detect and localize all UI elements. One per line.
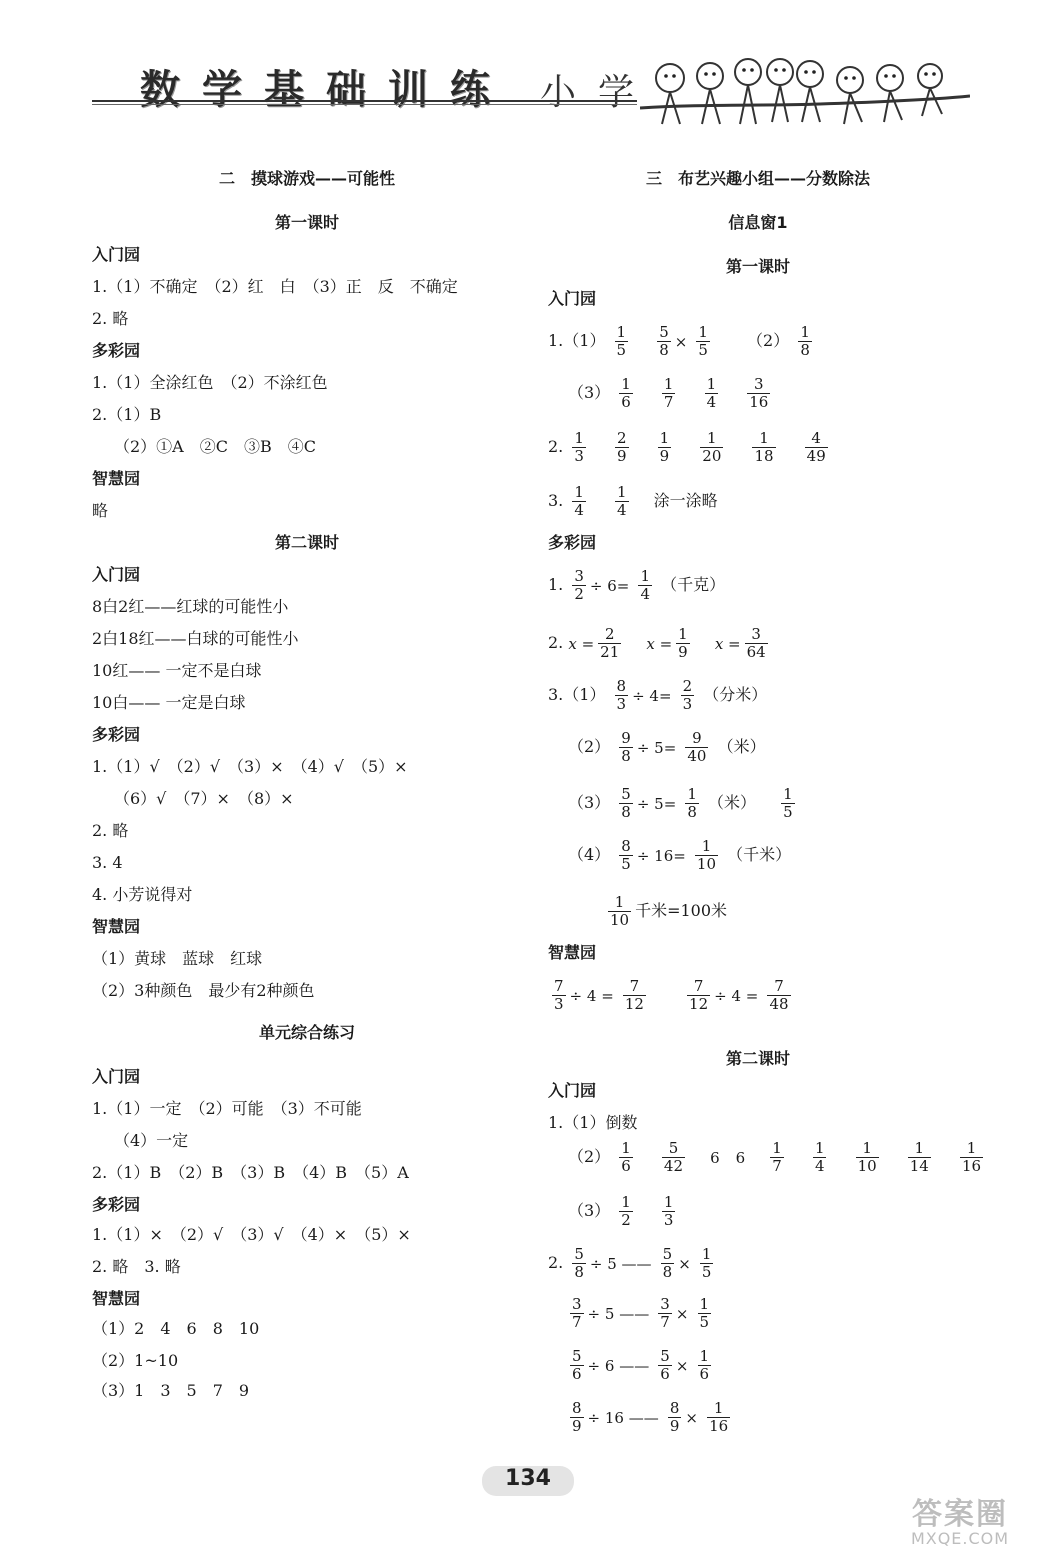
answer-line: 1.（1）√ （2）√ （3）× （4）√ （5）× <box>92 757 408 776</box>
answer-line: 8白2红——红球的可能性小 <box>92 597 289 616</box>
answer-line: $\frac{7}{3}$ ÷ 4 = $\frac{7}{12}$ $\frac{7}{12}$ ÷ 4 = $\frac{7}{48}$ <box>554 977 789 1013</box>
answer-line: 1.（1）全涂红色 （2）不涂红色 <box>92 373 328 392</box>
fraction: $\frac{1}{4}$ <box>706 375 717 411</box>
answer-line: （2） $\frac{1}{6}$ $\frac{5}{42}$ 6 6 $\frac{1}{7}$ $\frac{1}{4}$ $\frac{1}{10}$ $\frac{1}{14}$ $\frac{1}{16}$ <box>568 1139 982 1175</box>
fraction: $\frac{5}{8}$ <box>621 785 631 821</box>
book-title: 数学基础训练 <box>140 67 512 113</box>
unit-label: （分米） <box>703 685 768 704</box>
window-title: 信息窗1 <box>728 213 788 232</box>
answer-line: 略 <box>92 501 109 520</box>
answer-line: $\frac{3}{7}$ ÷ 5 —— $\frac{3}{7}$ × $\frac{1}{5}$ <box>572 1295 710 1331</box>
watermark-url: MXQE.COM <box>910 1529 1010 1548</box>
heading-duocai: 多彩园 <box>92 1195 141 1214</box>
unit-label: （米） <box>717 737 766 756</box>
answer-line: 1.（1）× （2）√ （3）√ （4）× （5）× <box>92 1225 411 1244</box>
unit-title: 单元综合练习 <box>258 1023 355 1042</box>
answer-line: 4. 小芳说得对 <box>92 885 193 904</box>
question-number: （2） <box>568 1147 611 1166</box>
fraction: $\frac{3}{64}$ <box>746 625 766 661</box>
answer-line: 1.（1）一定 （2）可能 （3）不可能 <box>92 1099 362 1118</box>
header-rule-thin <box>92 104 637 105</box>
fraction: $\frac{1}{7}$ <box>663 375 674 411</box>
header-rule <box>92 100 637 102</box>
answer-line: 1.（1）倒数 <box>548 1113 638 1132</box>
fraction: $\frac{1}{4}$ <box>814 1139 825 1175</box>
section-title: 二 摸球游戏——可能性 <box>218 169 395 188</box>
heading-zhihui: 智慧园 <box>92 917 141 936</box>
answer-line: 2. 略 3. 略 <box>92 1257 181 1276</box>
answer-line: $\frac{8}{9}$ ÷ 16 —— $\frac{8}{9}$ × $\frac{1}{16}$ <box>572 1399 729 1435</box>
heading-zhihui: 智慧园 <box>92 1289 141 1308</box>
fraction: $\frac{8}{3}$ <box>616 677 627 713</box>
fraction: $\frac{1}{4}$ <box>617 483 627 519</box>
page-header <box>0 0 1041 150</box>
answer-line <box>548 430 832 465</box>
fraction: $\frac{4}{49}$ <box>806 429 826 465</box>
fraction: $\frac{1}{4}$ <box>574 483 584 519</box>
answer-line: 2.（1）B <box>92 405 162 424</box>
answer-line <box>568 1194 679 1229</box>
fraction: $\frac{5}{42}$ <box>663 1139 684 1175</box>
unit-label: （千米） <box>727 845 792 864</box>
fraction: $\frac{1}{5}$ <box>698 323 708 359</box>
fraction: $\frac{5}{6}$ <box>572 1347 582 1383</box>
fraction: $\frac{9}{40}$ <box>687 729 707 765</box>
conversion-text: 千米=100米 <box>635 901 728 920</box>
fraction: $\frac{1}{9}$ <box>659 429 670 465</box>
lesson-title: 第二课时 <box>274 533 339 552</box>
fraction: $\frac{8}{9}$ <box>572 1399 582 1435</box>
lesson-title: 第二课时 <box>725 1049 790 1068</box>
fraction: $\frac{1}{16}$ <box>709 1399 729 1435</box>
fraction: $\frac{1}{5}$ <box>616 323 627 359</box>
lesson-title: 第一课时 <box>725 257 790 276</box>
answer-line: 3.（1） $\frac{8}{3}$ ÷ 4= $\frac{2}{3}$ （分米） <box>548 677 768 713</box>
heading-duocai: 多彩园 <box>92 725 141 744</box>
answer-line: 2白18红——白球的可能性小 <box>92 629 299 648</box>
fraction: $\frac{3}{7}$ <box>660 1295 670 1331</box>
fraction: $\frac{3}{16}$ <box>749 375 769 411</box>
question-number: （3） <box>568 383 611 402</box>
answer-line: （2）3种颜色 最少有2种颜色 <box>92 981 315 1000</box>
fraction: $\frac{1}{3}$ <box>663 1193 674 1229</box>
fraction: $\frac{1}{6}$ <box>621 1139 631 1175</box>
answer-line: 3. 4 <box>92 853 123 872</box>
book-level: 小学 <box>540 72 657 113</box>
question-number: 2. <box>548 1253 564 1272</box>
fraction: $\frac{5}{8}$ <box>662 1245 673 1281</box>
answer-line <box>568 376 774 411</box>
lesson-title: 第一课时 <box>274 213 339 232</box>
answer-line: 2. x = $\frac{2}{21}$ x = $\frac{1}{9}$ x = $\frac{3}{64}$ <box>548 625 766 661</box>
page-number: 134 <box>505 1466 551 1491</box>
fraction: $\frac{1}{18}$ <box>754 429 774 465</box>
question-number: 1. <box>548 575 564 594</box>
watermark-text: 答案圈 <box>912 1497 1008 1532</box>
fraction: $\frac{1}{7}$ <box>772 1139 782 1175</box>
answer-line: 2. $\frac{5}{8}$ ÷ 5 —— $\frac{5}{8}$ × $\frac{1}{5}$ <box>548 1245 712 1281</box>
fraction: $\frac{7}{3}$ <box>554 977 564 1013</box>
fraction: $\frac{1}{3}$ <box>574 429 584 465</box>
answer-line <box>604 894 727 929</box>
fraction: $\frac{3}{2}$ <box>574 567 584 603</box>
heading-rumen: 入门园 <box>92 1067 141 1086</box>
heading-rumen: 入门园 <box>92 565 141 584</box>
heading-rumen: 入门园 <box>548 289 597 308</box>
question-number: （3） <box>568 793 611 812</box>
answer-line: （1）2 4 6 8 10 <box>92 1319 260 1338</box>
answer-line: （4） $\frac{8}{5}$ ÷ 16= $\frac{1}{10}$ （千米） <box>568 837 792 873</box>
answer-line: 10白—— 一定是白球 <box>92 693 246 712</box>
question-number: 3.（1） <box>548 685 606 704</box>
question-number: 3. <box>548 491 564 510</box>
fraction: $\frac{1}{16}$ <box>961 1139 982 1175</box>
section-title: 三 布艺兴趣小组——分数除法 <box>645 169 870 188</box>
fraction: $\frac{1}{4}$ <box>640 567 650 603</box>
fraction: $\frac{1}{10}$ <box>610 893 630 929</box>
question-number: （4） <box>568 845 611 864</box>
fraction: $\frac{1}{2}$ <box>621 1193 631 1229</box>
heading-duocai: 多彩园 <box>548 533 597 552</box>
answer-line: 2. 略 <box>92 821 129 840</box>
fraction: $\frac{9}{8}$ <box>621 729 631 765</box>
answer-line: （6）√ （7）× （8）× <box>114 789 294 808</box>
fraction: $\frac{1}{6}$ <box>621 375 631 411</box>
answer-line: 1.（1） $\frac{1}{5}$ $\frac{5}{8}$ × $\frac{1}{5}$ （2） $\frac{1}{8}$ <box>548 323 810 359</box>
question-number: 1.（1） <box>548 331 606 350</box>
answer-line: （2）①A ②C ③B ④C <box>114 437 316 456</box>
answer-line: （4）一定 <box>114 1131 189 1150</box>
fraction: $\frac{2}{9}$ <box>617 429 627 465</box>
heading-duocai: 多彩园 <box>92 341 141 360</box>
answer-line: 1.（1）不确定 （2）红 白 （3）正 反 不确定 <box>92 277 458 296</box>
answer-line: （2） $\frac{9}{8}$ ÷ 5= $\frac{9}{40}$ （米） <box>568 729 766 765</box>
answer-line: （3） $\frac{5}{8}$ ÷ 5= $\frac{1}{8}$ （米） $\frac{1}{5}$ <box>568 785 793 821</box>
heading-rumen: 入门园 <box>92 245 141 264</box>
answer-line: （3）1 3 5 7 9 <box>92 1381 250 1400</box>
question-number: （2） <box>747 331 790 350</box>
fraction: $\frac{7}{12}$ <box>624 977 644 1013</box>
fraction: $\frac{8}{5}$ <box>621 837 631 873</box>
answer-line: 10红—— 一定不是白球 <box>92 661 262 680</box>
fraction: $\frac{1}{6}$ <box>699 1347 710 1383</box>
fraction: $\frac{1}{14}$ <box>909 1139 929 1175</box>
answer-line: $\frac{5}{6}$ ÷ 6 —— $\frac{5}{6}$ × $\frac{1}{6}$ <box>572 1347 710 1383</box>
heading-rumen: 入门园 <box>548 1081 597 1100</box>
fraction: $\frac{1}{9}$ <box>678 625 688 661</box>
fraction: $\frac{5}{8}$ <box>659 323 669 359</box>
fraction: $\frac{1}{8}$ <box>800 323 810 359</box>
fraction: $\frac{3}{7}$ <box>572 1295 582 1331</box>
fraction: $\frac{1}{5}$ <box>783 785 793 821</box>
fraction: $\frac{2}{21}$ <box>600 625 620 661</box>
answer-text: 涂一涂略 <box>653 491 718 510</box>
unit-label: （米） <box>708 793 757 812</box>
answer-line <box>548 484 718 519</box>
fraction: $\frac{1}{10}$ <box>857 1139 877 1175</box>
fraction: $\frac{5}{8}$ <box>574 1245 584 1281</box>
answer-line: （1）黄球 蓝球 红球 <box>92 949 263 968</box>
question-number: 2. <box>548 437 564 456</box>
fraction: $\frac{8}{9}$ <box>669 1399 680 1435</box>
unit-label: （千克） <box>661 575 726 594</box>
answer-line: （2）1~10 <box>92 1351 179 1370</box>
fraction: $\frac{1}{5}$ <box>699 1295 710 1331</box>
fraction: $\frac{2}{3}$ <box>682 677 693 713</box>
fraction: $\frac{1}{5}$ <box>701 1245 712 1281</box>
fraction: $\frac{7}{48}$ <box>769 977 789 1013</box>
fraction: $\frac{5}{6}$ <box>660 1347 670 1383</box>
question-number: 2. <box>548 633 564 652</box>
heading-zhihui: 智慧园 <box>548 943 597 962</box>
fraction: $\frac{1}{8}$ <box>687 785 697 821</box>
tug-of-war-illustration <box>640 56 970 128</box>
watermark-logo <box>890 1497 1030 1548</box>
fraction: $\frac{1}{10}$ <box>696 837 717 873</box>
fraction: $\frac{7}{12}$ <box>689 977 709 1013</box>
answer-line: 2. 略 <box>92 309 129 328</box>
question-number: （3） <box>568 1201 611 1220</box>
answer-line: 1. $\frac{3}{2}$ ÷ 6= $\frac{1}{4}$ （千克） <box>548 567 726 603</box>
answer-line: 2.（1）B （2）B （3）B （4）B （5）A <box>92 1163 409 1182</box>
fraction: $\frac{1}{20}$ <box>702 429 722 465</box>
question-number: （2） <box>568 737 611 756</box>
heading-zhihui: 智慧园 <box>92 469 141 488</box>
